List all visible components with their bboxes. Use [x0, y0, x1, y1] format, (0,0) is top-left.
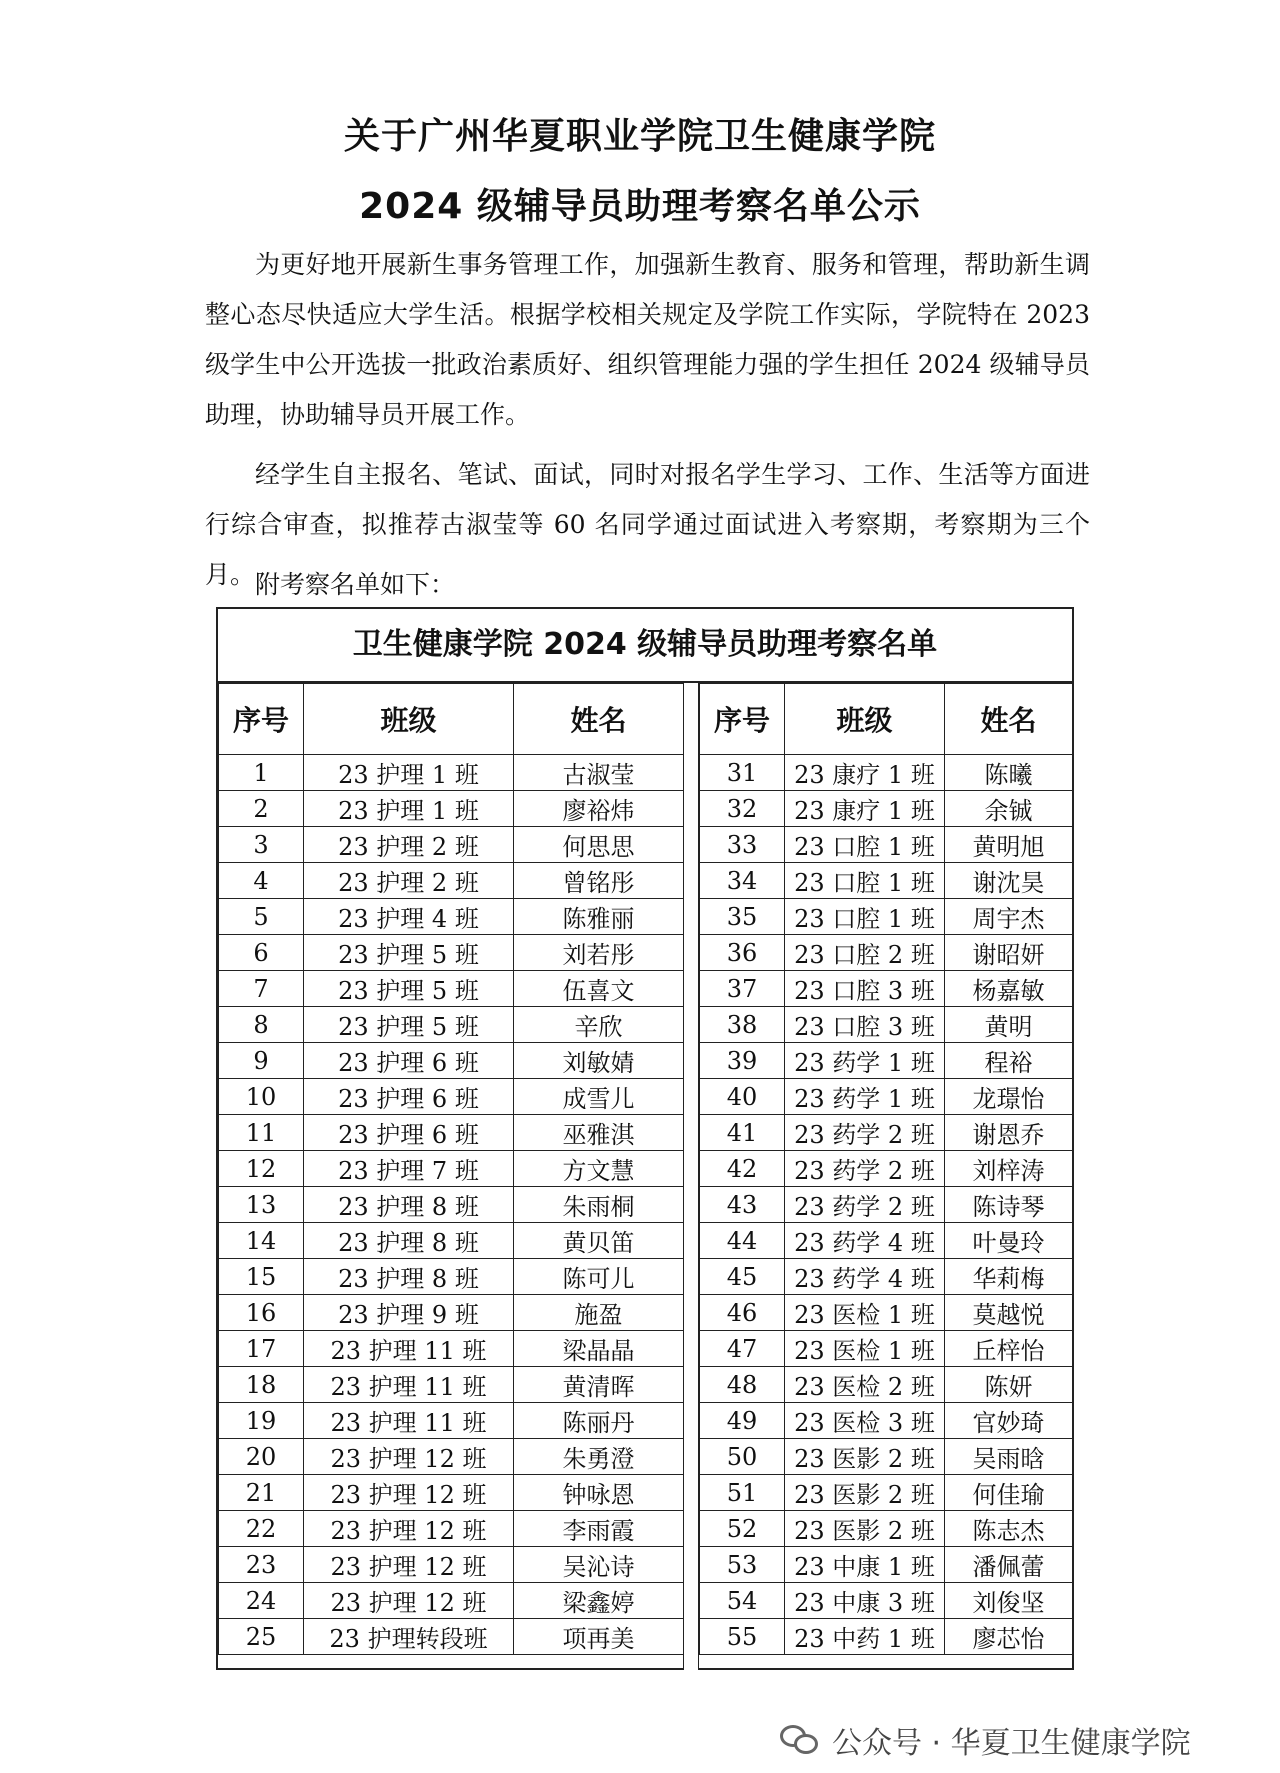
- attachment-note: 附考察名单如下：: [255, 570, 456, 599]
- row-index: 25: [219, 1619, 304, 1655]
- row-name: 曾铭彤: [514, 863, 684, 899]
- table-header-row: [700, 684, 1073, 755]
- header-name: 姓名: [514, 684, 684, 755]
- row-index: 9: [219, 1043, 304, 1079]
- table-row: [700, 1583, 1073, 1619]
- table-row: [700, 1619, 1073, 1655]
- table-row: [700, 971, 1073, 1007]
- table-left-half: [218, 683, 684, 1655]
- row-name: 黄清晖: [514, 1367, 684, 1403]
- table-row: [700, 1403, 1073, 1439]
- row-class: 23 医影 2 班: [785, 1475, 945, 1511]
- row-name: 陈诗琴: [945, 1187, 1073, 1223]
- row-index: 16: [219, 1295, 304, 1331]
- row-name: 廖芯怡: [945, 1619, 1073, 1655]
- header-index: 序号: [700, 684, 785, 755]
- row-index: 48: [700, 1367, 785, 1403]
- row-name: 成雪儿: [514, 1079, 684, 1115]
- row-name: 刘敏婧: [514, 1043, 684, 1079]
- row-class: 23 护理 5 班: [304, 971, 514, 1007]
- row-index: 36: [700, 935, 785, 971]
- row-name: 辛欣: [514, 1007, 684, 1043]
- table-row: [219, 863, 684, 899]
- table-row: [219, 1547, 684, 1583]
- row-index: 50: [700, 1439, 785, 1475]
- table-row: [219, 1583, 684, 1619]
- row-index: 52: [700, 1511, 785, 1547]
- table-row: [700, 1223, 1073, 1259]
- header-name: 姓名: [945, 684, 1073, 755]
- row-index: 1: [219, 755, 304, 791]
- row-index: 17: [219, 1331, 304, 1367]
- row-class: 23 医检 1 班: [785, 1295, 945, 1331]
- row-index: 21: [219, 1475, 304, 1511]
- row-class: 23 护理 4 班: [304, 899, 514, 935]
- row-class: 23 护理 1 班: [304, 755, 514, 791]
- row-class: 23 医影 2 班: [785, 1511, 945, 1547]
- row-index: 6: [219, 935, 304, 971]
- row-class: 23 护理 8 班: [304, 1187, 514, 1223]
- selection-paragraph: 经学生自主报名、笔试、面试，同时对报名学生学习、工作、生活等方面进行综合审查，拟推荐古淑莹等 60 名同学通过面试进入考察期，考察期为三个月。: [205, 460, 1090, 589]
- row-name: 李雨霞: [514, 1511, 684, 1547]
- row-class: 23 护理 5 班: [304, 935, 514, 971]
- row-class: 23 护理 11 班: [304, 1367, 514, 1403]
- table-row: [219, 1475, 684, 1511]
- row-name: 方文慧: [514, 1151, 684, 1187]
- row-index: 13: [219, 1187, 304, 1223]
- row-name: 周宇杰: [945, 899, 1073, 935]
- row-index: 40: [700, 1079, 785, 1115]
- row-name: 华莉梅: [945, 1259, 1073, 1295]
- table-row: [219, 1439, 684, 1475]
- row-class: 23 口腔 1 班: [785, 899, 945, 935]
- row-index: 51: [700, 1475, 785, 1511]
- row-class: 23 医检 3 班: [785, 1403, 945, 1439]
- row-class: 23 护理 11 班: [304, 1331, 514, 1367]
- table-row: [219, 1403, 684, 1439]
- row-index: 7: [219, 971, 304, 1007]
- row-index: 31: [700, 755, 785, 791]
- row-class: 23 护理 9 班: [304, 1295, 514, 1331]
- row-class: 23 护理 6 班: [304, 1115, 514, 1151]
- row-index: 10: [219, 1079, 304, 1115]
- table-row: [700, 935, 1073, 971]
- row-class: 23 中药 1 班: [785, 1619, 945, 1655]
- row-class: 23 康疗 1 班: [785, 791, 945, 827]
- row-index: 8: [219, 1007, 304, 1043]
- row-index: 55: [700, 1619, 785, 1655]
- table-row: [700, 1259, 1073, 1295]
- row-name: 陈曦: [945, 755, 1073, 791]
- row-class: 23 药学 2 班: [785, 1115, 945, 1151]
- row-name: 陈妍: [945, 1367, 1073, 1403]
- row-index: 38: [700, 1007, 785, 1043]
- row-index: 15: [219, 1259, 304, 1295]
- row-index: 19: [219, 1403, 304, 1439]
- row-class: 23 中康 1 班: [785, 1547, 945, 1583]
- row-class: 23 口腔 3 班: [785, 1007, 945, 1043]
- table-row: [219, 1223, 684, 1259]
- row-class: 23 护理 7 班: [304, 1151, 514, 1187]
- document-title-line1: 关于广州华夏职业学院卫生健康学院: [343, 116, 936, 157]
- row-name: 梁晶晶: [514, 1331, 684, 1367]
- row-name: 何佳瑜: [945, 1475, 1073, 1511]
- row-index: 22: [219, 1511, 304, 1547]
- row-name: 莫越悦: [945, 1295, 1073, 1331]
- row-index: 4: [219, 863, 304, 899]
- row-index: 46: [700, 1295, 785, 1331]
- row-index: 43: [700, 1187, 785, 1223]
- table-row: [700, 1079, 1073, 1115]
- table-row: [700, 1115, 1073, 1151]
- row-index: 34: [700, 863, 785, 899]
- row-name: 朱勇澄: [514, 1439, 684, 1475]
- row-name: 廖裕炜: [514, 791, 684, 827]
- row-name: 丘梓怡: [945, 1331, 1073, 1367]
- table-row: [700, 863, 1073, 899]
- table-row: [219, 755, 684, 791]
- row-class: 23 药学 1 班: [785, 1043, 945, 1079]
- header-class: 班级: [785, 684, 945, 755]
- table-row: [219, 1295, 684, 1331]
- row-index: 39: [700, 1043, 785, 1079]
- row-class: 23 护理 11 班: [304, 1403, 514, 1439]
- table-row: [219, 899, 684, 935]
- table-row: [219, 1079, 684, 1115]
- row-class: 23 药学 4 班: [785, 1223, 945, 1259]
- table-row: [700, 1151, 1073, 1187]
- table-row: [219, 935, 684, 971]
- row-index: 23: [219, 1547, 304, 1583]
- row-class: 23 护理 2 班: [304, 863, 514, 899]
- row-index: 44: [700, 1223, 785, 1259]
- table-row: [219, 827, 684, 863]
- table-row: [219, 1151, 684, 1187]
- row-index: 54: [700, 1583, 785, 1619]
- table-row: [700, 899, 1073, 935]
- row-name: 朱雨桐: [514, 1187, 684, 1223]
- table-row: [700, 1475, 1073, 1511]
- header-class: 班级: [304, 684, 514, 755]
- row-index: 42: [700, 1151, 785, 1187]
- intro-paragraph: 为更好地开展新生事务管理工作，加强新生教育、服务和管理，帮助新生调整心态尽快适应大学生活。根据学校相关规定及学院工作实际，学院特在 2023 级学生中公开选拔一批政治素质好、组织管理能力强的学生担任 2024 级辅导员助理，协助辅导员开展工作。: [205, 250, 1090, 429]
- row-index: 11: [219, 1115, 304, 1151]
- candidate-table: [216, 607, 1074, 1670]
- table-row: [700, 791, 1073, 827]
- row-index: 14: [219, 1223, 304, 1259]
- row-name: 谢恩乔: [945, 1115, 1073, 1151]
- row-class: 23 护理 6 班: [304, 1043, 514, 1079]
- row-name: 吴雨晗: [945, 1439, 1073, 1475]
- row-class: 23 医影 2 班: [785, 1439, 945, 1475]
- row-name: 伍喜文: [514, 971, 684, 1007]
- row-class: 23 护理转段班: [304, 1619, 514, 1655]
- row-name: 刘梓涛: [945, 1151, 1073, 1187]
- row-name: 黄贝笛: [514, 1223, 684, 1259]
- row-index: 18: [219, 1367, 304, 1403]
- document-title-line2: 2024 级辅导员助理考察名单公示: [359, 186, 921, 227]
- row-name: 吴沁诗: [514, 1547, 684, 1583]
- row-name: 梁鑫婷: [514, 1583, 684, 1619]
- row-name: 杨嘉敏: [945, 971, 1073, 1007]
- table-row: [700, 755, 1073, 791]
- table-row: [219, 1511, 684, 1547]
- row-class: 23 医检 2 班: [785, 1367, 945, 1403]
- row-name: 巫雅淇: [514, 1115, 684, 1151]
- row-index: 47: [700, 1331, 785, 1367]
- table-row: [219, 971, 684, 1007]
- row-class: 23 药学 4 班: [785, 1259, 945, 1295]
- row-name: 陈丽丹: [514, 1403, 684, 1439]
- header-index: 序号: [219, 684, 304, 755]
- row-class: 23 口腔 1 班: [785, 863, 945, 899]
- row-index: 24: [219, 1583, 304, 1619]
- table-row: [219, 1619, 684, 1655]
- row-class: 23 中康 3 班: [785, 1583, 945, 1619]
- wechat-footer: [780, 1718, 1191, 1762]
- table-caption: 卫生健康学院 2024 级辅导员助理考察名单: [218, 609, 1072, 683]
- row-name: 叶曼玲: [945, 1223, 1073, 1259]
- table-row: [700, 1439, 1073, 1475]
- row-index: 5: [219, 899, 304, 935]
- row-name: 谢昭妍: [945, 935, 1073, 971]
- table-row: [700, 1187, 1073, 1223]
- row-index: 45: [700, 1259, 785, 1295]
- row-class: 23 护理 12 班: [304, 1475, 514, 1511]
- row-class: 23 护理 8 班: [304, 1223, 514, 1259]
- row-class: 23 护理 12 班: [304, 1439, 514, 1475]
- row-name: 陈可儿: [514, 1259, 684, 1295]
- row-index: 32: [700, 791, 785, 827]
- row-index: 49: [700, 1403, 785, 1439]
- row-index: 2: [219, 791, 304, 827]
- table-row: [700, 1331, 1073, 1367]
- row-class: 23 康疗 1 班: [785, 755, 945, 791]
- table-row: [700, 1043, 1073, 1079]
- row-name: 古淑莹: [514, 755, 684, 791]
- table-right-half: [699, 683, 1073, 1655]
- table-row: [700, 1547, 1073, 1583]
- row-name: 黄明: [945, 1007, 1073, 1043]
- row-class: 23 护理 6 班: [304, 1079, 514, 1115]
- row-name: 黄明旭: [945, 827, 1073, 863]
- row-class: 23 护理 5 班: [304, 1007, 514, 1043]
- row-class: 23 护理 12 班: [304, 1547, 514, 1583]
- row-index: 37: [700, 971, 785, 1007]
- row-class: 23 护理 2 班: [304, 827, 514, 863]
- row-name: 陈雅丽: [514, 899, 684, 935]
- row-class: 23 护理 12 班: [304, 1511, 514, 1547]
- row-index: 3: [219, 827, 304, 863]
- row-class: 23 护理 1 班: [304, 791, 514, 827]
- table-row: [219, 1331, 684, 1367]
- row-class: 23 护理 12 班: [304, 1583, 514, 1619]
- row-index: 33: [700, 827, 785, 863]
- row-class: 23 口腔 2 班: [785, 935, 945, 971]
- table-row: [700, 1295, 1073, 1331]
- table-row: [700, 1367, 1073, 1403]
- footer-text: 公众号 · 华夏卫生健康学院: [832, 1726, 1191, 1761]
- row-class: 23 口腔 1 班: [785, 827, 945, 863]
- row-class: 23 医检 1 班: [785, 1331, 945, 1367]
- row-name: 何思思: [514, 827, 684, 863]
- table-row: [219, 1367, 684, 1403]
- wechat-icon: [780, 1723, 820, 1757]
- row-index: 35: [700, 899, 785, 935]
- table-body: [218, 683, 1072, 1670]
- row-name: 潘佩蕾: [945, 1547, 1073, 1583]
- row-class: 23 护理 8 班: [304, 1259, 514, 1295]
- row-name: 钟咏恩: [514, 1475, 684, 1511]
- row-index: 20: [219, 1439, 304, 1475]
- table-row: [219, 1115, 684, 1151]
- row-index: 53: [700, 1547, 785, 1583]
- table-row: [700, 1007, 1073, 1043]
- row-class: 23 药学 2 班: [785, 1151, 945, 1187]
- row-name: 程裕: [945, 1043, 1073, 1079]
- table-row: [219, 791, 684, 827]
- table-row: [219, 1259, 684, 1295]
- row-name: 陈志杰: [945, 1511, 1073, 1547]
- table-divider: [683, 683, 699, 1670]
- table-row: [219, 1007, 684, 1043]
- row-class: 23 口腔 3 班: [785, 971, 945, 1007]
- row-name: 刘俊坚: [945, 1583, 1073, 1619]
- row-name: 官妙琦: [945, 1403, 1073, 1439]
- table-row: [700, 1511, 1073, 1547]
- row-index: 12: [219, 1151, 304, 1187]
- row-name: 余铖: [945, 791, 1073, 827]
- row-name: 项再美: [514, 1619, 684, 1655]
- row-class: 23 药学 2 班: [785, 1187, 945, 1223]
- row-class: 23 药学 1 班: [785, 1079, 945, 1115]
- table-row: [219, 1043, 684, 1079]
- row-index: 41: [700, 1115, 785, 1151]
- table-header-row: [219, 684, 684, 755]
- row-name: 谢沈昊: [945, 863, 1073, 899]
- row-name: 刘若彤: [514, 935, 684, 971]
- row-name: 施盈: [514, 1295, 684, 1331]
- table-row: [700, 827, 1073, 863]
- table-row: [219, 1187, 684, 1223]
- row-name: 龙璟怡: [945, 1079, 1073, 1115]
